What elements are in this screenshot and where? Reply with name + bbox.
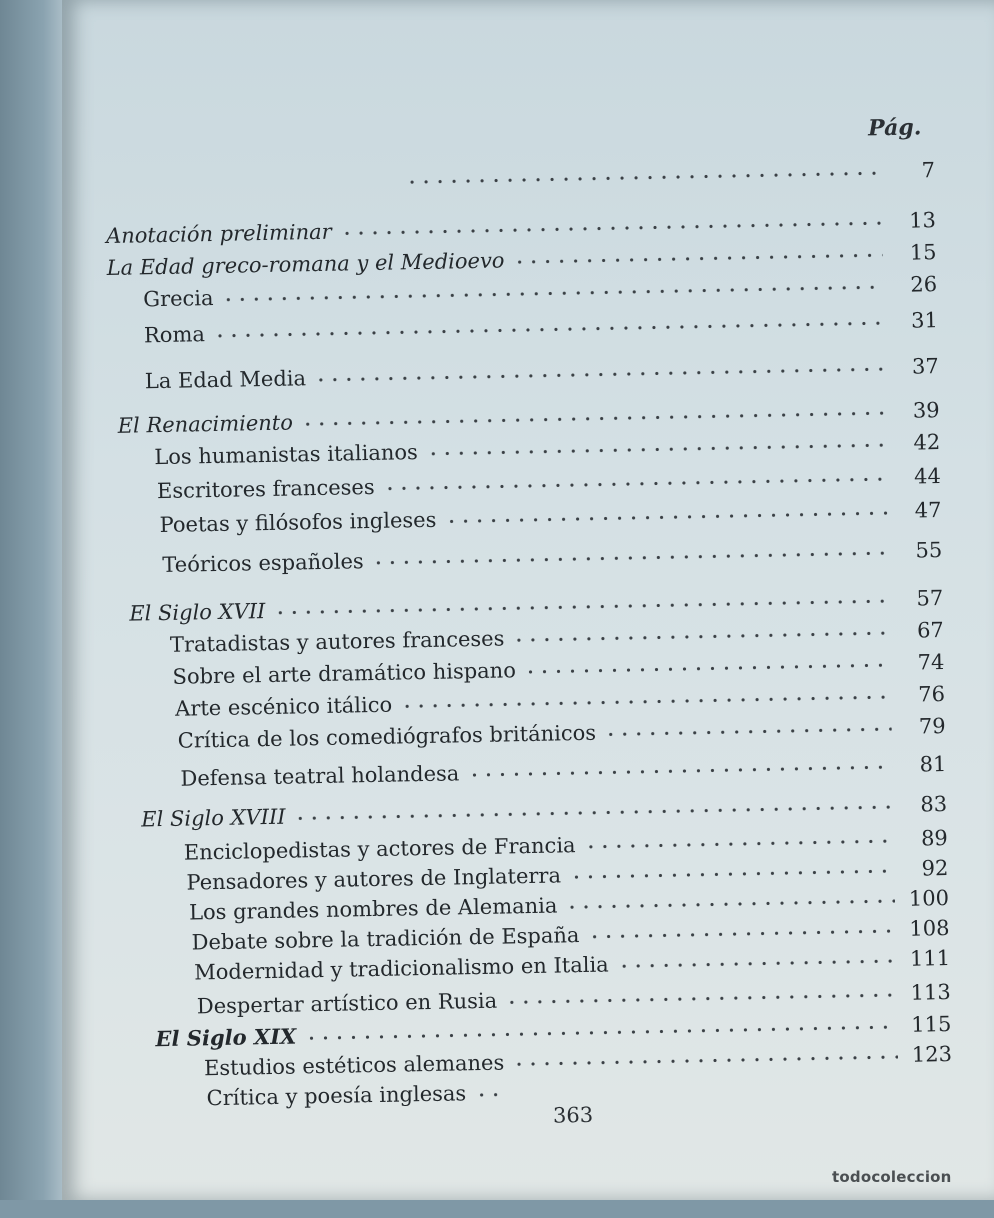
toc-entry-title: Estudios estéticos alemanes [203, 1050, 505, 1081]
toc-page-number: 100 [908, 885, 950, 911]
toc-sub-entry [180, 746, 946, 791]
toc-entry-title: Tratadistas y autores franceses [169, 626, 505, 657]
dot-leader [426, 441, 887, 458]
toc-page-number: 89 [920, 825, 949, 851]
toc-entry-title: Pensadores y autores de Inglaterra [186, 863, 562, 895]
dot-leader [467, 763, 892, 779]
toc-entry-title: Debate sobre la tradición de España [191, 923, 580, 955]
dot-leader [512, 251, 882, 266]
dot-leader [569, 867, 895, 881]
toc-page-number: 31 [910, 308, 939, 333]
dot-leader [512, 1053, 898, 1068]
toc-entry-title: Modernidad y tradicionalismo en Italia [193, 952, 609, 985]
toc-entry-title: Los humanistas italianos [154, 440, 419, 470]
dot-leader [474, 1091, 504, 1100]
toc-page-number: 83 [920, 791, 948, 817]
toc-entry-title: Grecia [143, 285, 214, 312]
dot-leader [213, 319, 884, 340]
dot-leader [587, 927, 895, 941]
toc-page-number: 76 [918, 682, 946, 707]
page-number: 363 [552, 1102, 594, 1128]
dot-leader [340, 219, 882, 237]
dot-leader [294, 803, 894, 823]
toc-entry-title: Enciclopedistas y actores de Francia [183, 833, 576, 865]
watermark-text: todocoleccion [832, 1168, 952, 1186]
toc-page-number: 92 [921, 855, 949, 881]
toc-page-number: 26 [910, 272, 938, 297]
toc-page-number: 111 [909, 945, 951, 971]
toc-page-number: 115 [911, 1011, 952, 1037]
toc-page-number: 44 [913, 464, 942, 489]
toc-page-number: 81 [919, 751, 947, 777]
toc-entry-title: Escritores franceses [156, 474, 375, 504]
dot-leader [221, 283, 883, 304]
toc-entry-title: Crítica de los comediógrafos británicos [177, 720, 597, 753]
dot-leader [604, 725, 892, 739]
toc-page-number: 55 [915, 538, 943, 563]
toc-sub-entry [145, 348, 939, 393]
toc-page-number: 42 [913, 430, 941, 455]
toc-entry-title: Crítica y poesía inglesas [206, 1081, 467, 1111]
dot-leader [314, 365, 885, 384]
toc-page-number: 47 [914, 498, 942, 523]
toc-page-number: 123 [911, 1041, 953, 1067]
dot-leader [372, 549, 889, 567]
dot-leader [405, 169, 881, 186]
toc-entry-title: El Siglo XVIII [141, 804, 286, 832]
page-column-header: Pág. [867, 114, 922, 142]
toc-entry-title: El Renacimiento [117, 410, 294, 438]
dot-leader [444, 509, 887, 526]
toc-leader-row [105, 152, 935, 198]
dot-leader [617, 957, 897, 970]
toc-page-number: 108 [909, 915, 950, 941]
toc-entry-title: Teóricos españoles [162, 549, 364, 578]
toc-page-number: 37 [911, 354, 939, 379]
toc-entry-title: Defensa teatral holandesa [180, 761, 460, 791]
toc-entry-title: El Siglo XVII [129, 599, 266, 626]
dot-leader [565, 897, 895, 911]
toc-entry-title: Anotación preliminar [105, 219, 332, 249]
toc-entry-title: Despertar artístico en Rusia [196, 988, 498, 1019]
toc-entry-title: Roma [143, 322, 206, 348]
toc-page-number: 39 [912, 398, 940, 423]
toc-page-number: 15 [909, 240, 937, 265]
dot-leader [524, 661, 891, 676]
toc-page-number: 57 [916, 586, 944, 611]
dot-leader [505, 991, 897, 1007]
dot-leader [383, 475, 887, 493]
toc-entry-title: Los grandes nombres de Alemania [188, 893, 558, 925]
toc-page-number: 7 [921, 158, 936, 183]
toc-entry-title: La Edad greco-romana y el Medioevo [106, 248, 505, 281]
toc-entry-title: Sobre el arte dramático hispano [172, 658, 517, 689]
toc-page-number: 113 [910, 979, 951, 1005]
dot-leader [512, 629, 890, 644]
toc-sub-entry [162, 532, 942, 577]
toc-page-number: 79 [918, 714, 946, 739]
toc-entry-title: Poetas y filósofos ingleses [159, 507, 437, 538]
toc-page-number: 13 [908, 208, 937, 233]
toc-entry-title: Arte escénico itálico [174, 692, 393, 721]
dot-leader [301, 409, 886, 428]
dot-leader [584, 837, 894, 851]
toc-page-number: 74 [917, 650, 945, 675]
dot-leader [400, 693, 891, 710]
toc-page-number: 67 [916, 618, 945, 643]
toc-entry-title: La Edad Media [144, 366, 307, 394]
toc-entry-title: El Siglo XIX [155, 1023, 297, 1052]
